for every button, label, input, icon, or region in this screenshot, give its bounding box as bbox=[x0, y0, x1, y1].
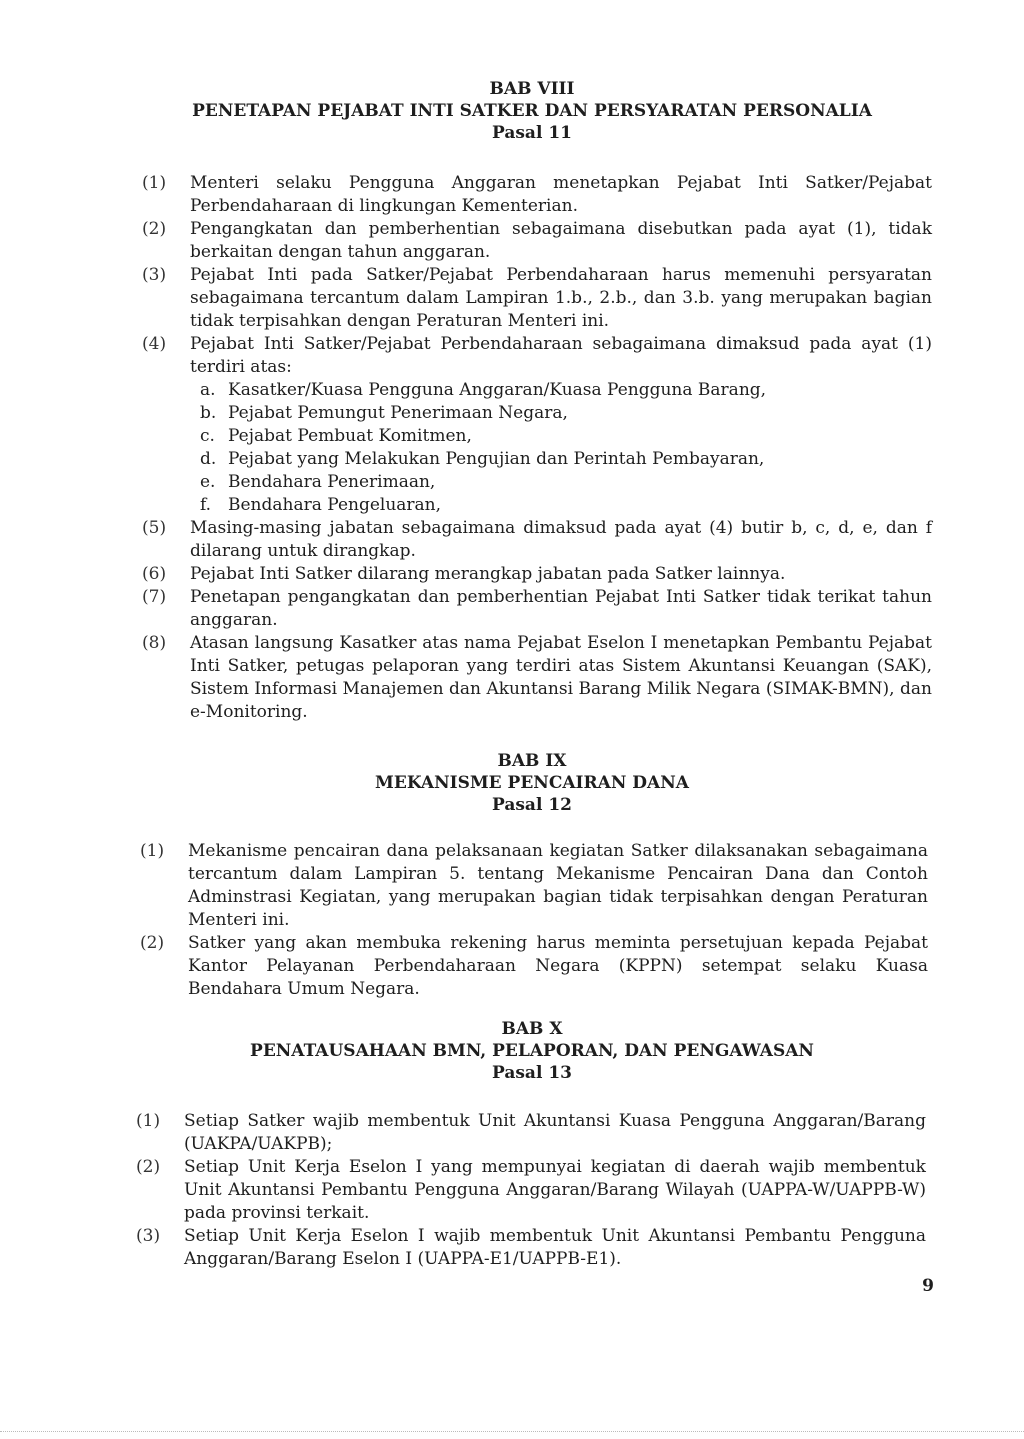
bab-8-heading bbox=[0, 78, 1024, 144]
pasal-13-item-3: (3) Setiap Unit Kerja Eselon I wajib membentuk Unit Akuntansi Pembantu Pengguna Anggaran/Barang Eselon I (UAPPA-E1/UAPPB-E1). bbox=[136, 1226, 926, 1269]
list-item: c. Pejabat Pembuat Komitmen, bbox=[200, 426, 472, 446]
pasal-13-content bbox=[136, 1110, 926, 1271]
pasal-11-item-4: (4) Pejabat Inti Satker/Pejabat Perbendaharaan sebagaimana dimaksud pada ayat (1) terdiri atas: bbox=[142, 334, 932, 377]
bab-10-heading bbox=[0, 1018, 1024, 1084]
list-item: d. Pejabat yang Melakukan Pengujian dan Perintah Pembayaran, bbox=[200, 449, 765, 469]
pasal-12-title: Pasal 12 bbox=[492, 795, 572, 815]
pasal-13-item-2: (2) Setiap Unit Kerja Eselon I yang mempunyai kegiatan di daerah wajib membentuk Unit Akuntansi Pembantu Pengguna Anggaran/Barang Wilayah (UAPPA-W/UAPPB-W) pada provinsi terkait. bbox=[136, 1157, 926, 1223]
pasal-11-title: Pasal 11 bbox=[492, 123, 572, 143]
bab-8-subtitle: PENETAPAN PEJABAT INTI SATKER DAN PERSYARATAN PERSONALIA bbox=[192, 101, 872, 121]
pasal-12-item-1: (1) Mekanisme pencairan dana pelaksanaan kegiatan Satker dilaksanakan sebagaimana tercantum dalam Lampiran 5. tentang Mekanisme Pencairan Dana dan Contoh Adminstrasi Kegiatan, yang merupakan bagian tidak terpisahkan dengan Peraturan Menteri ini. bbox=[140, 841, 928, 930]
pasal-13-title: Pasal 13 bbox=[492, 1063, 572, 1083]
bab-8-title: BAB VIII bbox=[489, 79, 575, 99]
pasal-11-sub-list bbox=[142, 379, 932, 517]
bab-10-title: BAB X bbox=[501, 1019, 563, 1039]
bab-9-heading bbox=[0, 750, 1024, 816]
bab-9-title: BAB IX bbox=[497, 751, 567, 771]
list-item: b. Pejabat Pemungut Penerimaan Negara, bbox=[200, 403, 568, 423]
list-item: e. Bendahara Penerimaan, bbox=[200, 472, 436, 492]
list-item: a. Kasatker/Kuasa Pengguna Anggaran/Kuasa Pengguna Barang, bbox=[200, 380, 767, 400]
pasal-12-item-2: (2) Satker yang akan membuka rekening harus meminta persetujuan kepada Pejabat Kantor Pelayanan Perbendaharaan Negara (KPPN) setempat selaku Kuasa Bendahara Umum Negara. bbox=[140, 933, 928, 999]
pasal-11-item-7: (7) Penetapan pengangkatan dan pemberhentian Pejabat Inti Satker tidak terikat tahun anggaran. bbox=[142, 587, 932, 630]
list-item: f. Bendahara Pengeluaran, bbox=[200, 495, 442, 515]
bab-9-subtitle: MEKANISME PENCAIRAN DANA bbox=[375, 773, 689, 793]
pasal-11-item-5: (5) Masing-masing jabatan sebagaimana dimaksud pada ayat (4) butir b, c, d, e, dan f dilarang untuk dirangkap. bbox=[142, 518, 932, 561]
pasal-11-item-1: (1) Menteri selaku Pengguna Anggaran menetapkan Pejabat Inti Satker/Pejabat Perbendaharaan di lingkungan Kementerian. bbox=[142, 173, 932, 216]
pasal-12-content bbox=[140, 840, 928, 1001]
page-number: 9 bbox=[922, 1276, 934, 1296]
bab-10-subtitle: PENATAUSAHAAN BMN, PELAPORAN, DAN PENGAWASAN bbox=[250, 1041, 814, 1061]
pasal-11-item-2: (2) Pengangkatan dan pemberhentian sebagaimana disebutkan pada ayat (1), tidak berkaitan dengan tahun anggaran. bbox=[142, 219, 932, 262]
pasal-11-item-6: (6) Pejabat Inti Satker dilarang merangkap jabatan pada Satker lainnya. bbox=[142, 564, 786, 584]
pasal-11-item-8: (8) Atasan langsung Kasatker atas nama Pejabat Eselon I menetapkan Pembantu Pejabat Inti Satker, petugas pelaporan yang terdiri atas Sistem Akuntansi Keuangan (SAK), Sistem Informasi Manajemen dan Akuntansi Barang Milik Negara (SIMAK-BMN), dan e-Monitoring. bbox=[142, 633, 932, 722]
scan-edge-divider bbox=[0, 1431, 1024, 1432]
pasal-13-item-1: (1) Setiap Satker wajib membentuk Unit Akuntansi Kuasa Pengguna Anggaran/Barang (UAKPA/UAKPB); bbox=[136, 1111, 926, 1154]
pasal-11-item-3: (3) Pejabat Inti pada Satker/Pejabat Perbendaharaan harus memenuhi persyaratan sebagaimana tercantum dalam Lampiran 1.b., 2.b., dan 3.b. yang merupakan bagian tidak terpisahkan dengan Peraturan Menteri ini. bbox=[142, 265, 932, 331]
pasal-11-content bbox=[142, 172, 932, 724]
